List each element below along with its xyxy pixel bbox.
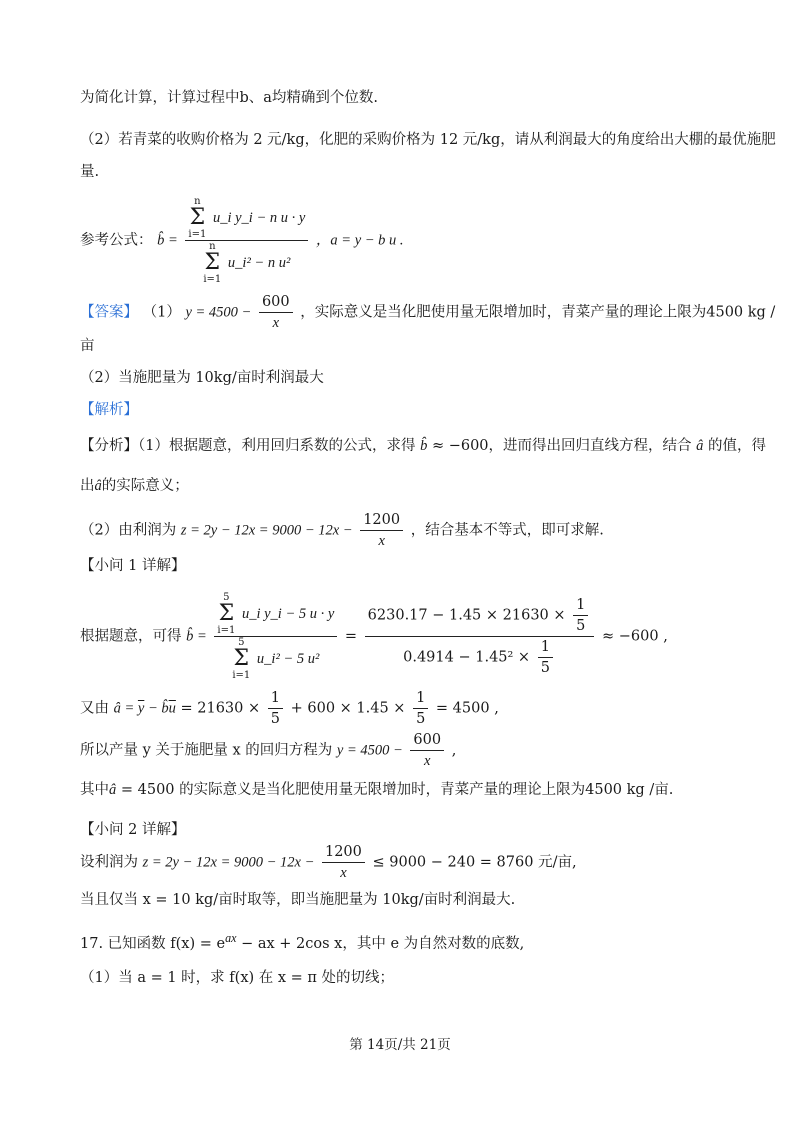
analysis-line-2: 出â的实际意义； [80, 478, 189, 494]
reference-formula [80, 196, 404, 285]
sub-question-1-heading: 【小问 1 详解】 [80, 558, 186, 574]
question-17: 17. 已知函数 $f(x) = e^{ax}$ − ax + 2cos x，其中 e 为自然对数的底数, [80, 931, 525, 952]
reference-label: 参考公式： [80, 232, 153, 249]
b-formula-fraction: n Σ i=1 u_i y_i − n u · y n Σ i=1 u_i² − n u² [185, 196, 308, 285]
analysis-line-3: （2）由利润为 z = 2y − 12x = 9000 − 12x − $\frac{1200}{x}$ ，结合基本不等式，即可求解. [80, 512, 604, 549]
page-footer: 第 14页/共 21页 [349, 1037, 451, 1053]
question-17-part-1: （1）当 a = 1 时，求 f(x) 在 x = π 处的切线； [80, 970, 395, 986]
calc-b: 根据题意，可得 b̂ = 5 Σ i=1 u_i y_i − 5 u · y 5 Σ i=1 u_i² − 5 u² = 6230.17 − 1.45 × 21630 × $\frac{1}{5}$ 0.4914 − 1.45² × $\frac{1}{5}$ ≈ −600 , [80, 592, 668, 681]
question-2-text: （2）若青菜的收购价格为 2 元/kg，化肥的采购价格为 12 元/kg，请从利润最大的角度给出大棚的最优施肥 [80, 132, 776, 148]
text-line-precision: 为简化计算，计算过程中b、a均精确到个位数. [80, 90, 379, 106]
b-hat: b̂ = [157, 232, 178, 249]
profit-equation: 设利润为 z = 2y − 12x = 9000 − 12x − $\frac{1200}{x}$ ≤ 9000 − 240 = 8760 元/亩, [80, 844, 577, 881]
answer-tag: 【答案】 [80, 304, 138, 321]
calc-a: 又由 â = $\overline{y}$ − $b̂\overline{u} = 21630$ × $\frac{1}{5}$ + 600 × 1.45 × $\frac{1}{5}$ = 4500 , [80, 690, 499, 727]
answer-1: 【答案】 （1） y = 4500 − $\frac{600}{x}$ ，实际意义是当化肥使用量无限增加时，青菜产量的理论上限为4500 kg / [80, 294, 776, 331]
answer-1-cont: 亩 [80, 338, 95, 354]
a-meaning: 其中â = 4500 的实际意义是当化肥使用量无限增加时，青菜产量的理论上限为4500 kg /亩. [80, 782, 674, 798]
analysis-tag: 【解析】 [80, 402, 138, 418]
analysis-line-1: 【分析】（1）根据题意，利用回归系数的公式，求得 b̂ ≈ −600，进而得出回归直线方程，结合 â 的值，得 [80, 438, 767, 454]
equality-condition: 当且仅当 x = 10 kg/亩时取等，即当施肥量为 10kg/亩时利润最大. [80, 892, 516, 908]
question-2-text-cont: 量. [80, 164, 100, 180]
a-formula: ，a = y − b u . [315, 232, 404, 249]
sub-question-2-heading: 【小问 2 详解】 [80, 822, 186, 838]
answer-2: （2）当施肥量为 10kg/亩时利润最大 [80, 370, 324, 386]
regression-equation: 所以产量 y 关于施肥量 x 的回归方程为 y = 4500 − $\frac{600}{x}$ , [80, 732, 457, 769]
